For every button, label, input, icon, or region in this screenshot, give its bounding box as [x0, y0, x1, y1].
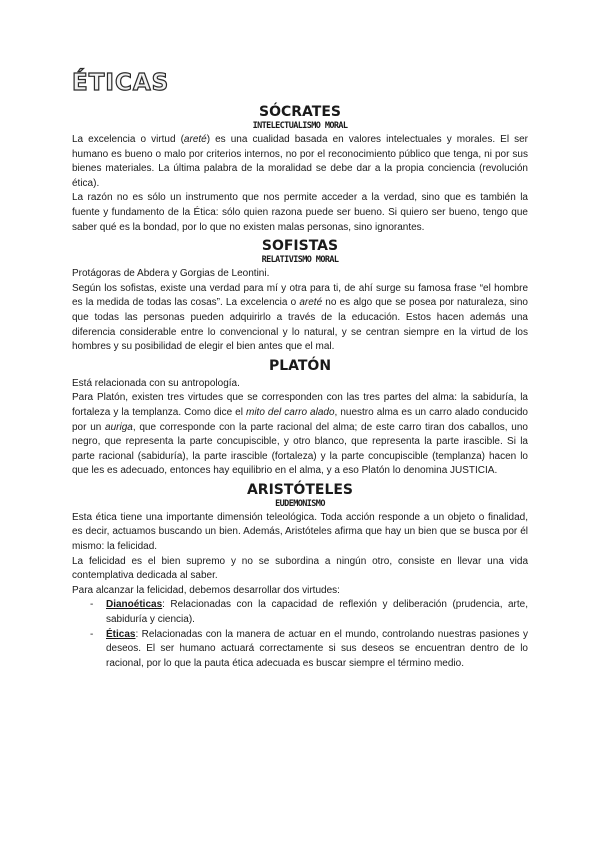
section-subtitle-aristoteles: EUDEMONISMO	[275, 498, 325, 509]
section-aristoteles	[72, 482, 528, 672]
section-title-socrates: SÓCRATES	[259, 104, 341, 120]
virtue-term: Éticas	[106, 628, 136, 640]
virtues-list	[72, 598, 528, 671]
page-title: ÉTICAS	[72, 70, 170, 96]
section-subtitle-socrates: INTELECTUALISMO MORAL	[252, 121, 348, 131]
paragraph: Para alcanzar la felicidad, debemos desarrollar dos virtudes:	[72, 584, 340, 596]
paragraph: La felicidad es el bien supremo y no se subordina a ningún otro, consiste en llevar una vida contemplativa dedicada al saber.	[72, 555, 528, 582]
list-item: - Éticas: Relacionadas con la manera de actuar en el mundo, controlando nuestras pasiones y deseos. El ser humano actuará correctamente si sus deseos se encuentran dentro de lo racional, por lo que la pauta ética adecuada es buscar siempre el término medio.	[90, 628, 528, 669]
paragraph: Protágoras de Abdera y Gorgias de Leontini.	[72, 268, 270, 280]
section-title-platon: PLATÓN	[268, 357, 332, 374]
list-item: - Dianoéticas: Relacionadas con la capacidad de reflexión y deliberación (prudencia, arte, sabiduría y ciencia).	[90, 599, 528, 626]
document-content	[72, 70, 528, 671]
paragraph: La razón no es sólo un instrumento que nos permite acceder a la verdad, sino que es también la fuente y fundamento de la Ética: sólo quien razona puede ser bueno. Si quiero ser bueno, tengo que saber qué es la bondad, por lo que no existen malas personas, sino ignorantes.	[72, 192, 528, 233]
section-subtitle-sofistas: RELATIVISMO MORAL	[261, 255, 339, 266]
section-sofistas	[72, 238, 528, 355]
section-title-sofistas: SOFISTAS	[261, 238, 339, 255]
paragraph: Para Platón, existen tres virtudes que se corresponden con las tres partes del alma: la sabiduría, la fortaleza y la templanza. Como dice el mito del carro alado, nuestro alma es un carro alado conducido por un auriga, que corresponde con la parte racional del alma; de este carro tiran dos caballos, uno negro, que representa la parte concupiscible, y otro blanco, que representa la parte irascible. Si la parte racional (sabiduría), la parte irascible (fortaleza) y la parte concupiscible (templanza) hacen lo que les es adecuado, entonces hay equilibrio en el alma, y a eso Platón lo denomina JUSTICIA.	[72, 392, 528, 477]
paragraph: La excelencia o virtud (areté) es una cualidad basada en valores intelectuales y morales. El ser humano es bueno o malo por criterios internos, no por el reconocimiento público que tenga, ni por sus bienes materiales. La última palabra de la moralidad se debe dar a la propia conciencia (revolución ética).	[72, 134, 528, 189]
virtue-term: Dianoéticas	[106, 599, 163, 611]
section-title-aristoteles: ARISTÓTELES	[246, 481, 354, 498]
paragraph: Está relacionada con su antropología.	[72, 377, 240, 389]
section-platon	[72, 358, 528, 479]
section-socrates	[72, 104, 528, 235]
paragraph: Según los sofistas, existe una verdad para mí y otra para ti, de ahí surge su famosa frase “el hombre es la medida de todas las cosas”. La excelencia o areté no es algo que se posea por naturaleza, sino que todas las personas pueden adquirirlo a través de la educación. Estos hacen además una diferencia considerable entre lo convencional y lo natural, y se centran siempre en la virtud de los hombres y su posibilidad de elegir el bien antes que el mal.	[72, 282, 528, 353]
paragraph: Esta ética tiene una importante dimensión teleológica. Toda acción responde a un objeto o finalidad, es decir, actuamos buscando un bien. Además, Aristóteles afirma que hay un bien que se busca por él mismo: la felicidad.	[72, 511, 528, 553]
